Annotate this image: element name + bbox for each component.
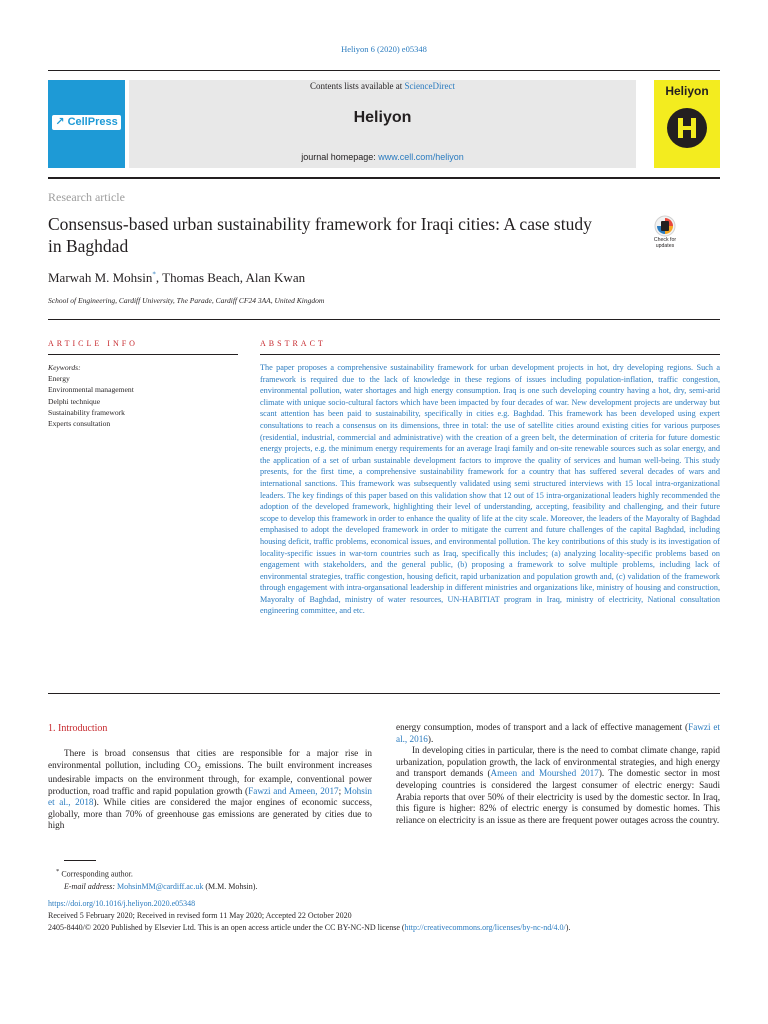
citation-separator: ;: [338, 785, 344, 796]
article-info-heading: ARTICLE INFO: [48, 339, 138, 348]
license-link[interactable]: http://creativecommons.org/licenses/by-nc-nd/4.0/: [404, 923, 566, 932]
body-column-left: [48, 748, 372, 832]
keyword: Sustainability framework: [48, 407, 125, 417]
affiliation: School of Engineering, Cardiff University, The Parade, Cardiff CF24 3AA, United Kingdom: [48, 296, 325, 305]
contents-prefix: Contents lists available at: [310, 81, 405, 91]
license-text: 2405-8440/© 2020 Published by Elsevier Ltd. This is an open access article under the CC BY-NC-ND license (: [48, 923, 405, 932]
citation-link[interactable]: Ameen and Mourshed 2017: [490, 768, 599, 779]
corresponding-author-note: [48, 866, 257, 881]
divider: [48, 177, 720, 179]
keywords-label: Keywords:: [48, 363, 81, 372]
check-for-updates-label: Check for updates: [653, 237, 677, 249]
footnotes: [48, 866, 257, 893]
article-dates: Received 5 February 2020; Received in revised form 11 May 2020; Accepted 22 October 2020: [48, 911, 352, 920]
body-paragraph: [396, 745, 720, 826]
cover-h-logo: [667, 108, 707, 148]
journal-name: Heliyon: [353, 109, 412, 126]
journal-homepage-link[interactable]: www.cell.com/heliyon: [378, 152, 464, 162]
license-line: [48, 922, 728, 934]
footnote-divider: [64, 860, 96, 861]
citation-link[interactable]: Fawzi et al., 2016: [396, 722, 720, 744]
homepage-line: [129, 152, 636, 162]
abstract-text: The paper proposes a comprehensive sustainability framework for urban development projects in hot, dry developing regions. Such a framework is required due to the lack of knowledge in these regions of issues including population-inflation, traffic congestion, environmental pollution, water shortages and high energy consumption. Iraq is one such developing country having a hot, dry, semi-arid climate with unique socio-cultural factors which have been impacted by four decades of war. New development projects are underway but scant attention has been paid to sustainability, specifically in cities e.g. Baghdad. This framework has been developed using expert consultations to reach a consensus on its dimensions, three in total: the use of satellite cities around existing cities for various purposes (residential, industrial, commercial and administrative) with the creation of a green belt, the determination of criteria for future domestic energy projects, e.g. the minimum energy requirements for an average Iraqi family and on-site renewable sources such as solar energy, and the application of a set of urban sustainable development factors to improve the quality of services and human well-being. This study presents, for the first time, a comprehensive sustainability framework for a country that has suffered several decades of wars and international sanctions. This framework was subsequently validated using semi structured interviews with 15 local intra-organizational leaders. The key findings of this paper based on this validation show that 12 out of 15 intra-organizational leaders highly recommended the adoption of the developed framework, highlighting their level of understanding, accepting, feasibility and challenging, and their future scope to develop this framework in order to enhance the quality of life at the city scale. Moreover, the leaders of the Mayoralty of Baghdad emphasised to adopt the developed framework in order to mitigate the current and future challenges of the capital Baghdad, including housing deficit, traffic problems, economical issues, and environmental pollution. The key contributions of this study is its investigation of locality-specific issues in war-torn countries such as Iraq, specifically this includes; (a) analyzing locality-specific problems based on engagement with stakeholders, and the general public, (b) proposing a framework to solve multiple problems, including lack of environmental strategies, traffic congestion, housing deficit, rapid urbanization and population growth and, (c) validation of the framework through engagement with intra-organsational leadership in different ministries and organizations like, ministry of housing and construction, Mayoralty of Baghdad, ministry of water resources, UN-HABITIAT program in Iraq, ministry of electricity, National consultation engineering committee, and etc.: [260, 363, 720, 616]
body-column-right: [396, 722, 720, 826]
keyword: Environmental management: [48, 385, 134, 395]
license-suffix: ).: [565, 923, 571, 932]
body-text: energy consumption, modes of transport and a lack of effective management (: [396, 722, 689, 732]
body-text: ). While cities are considered the major engines of economic success, globally, more than 70% of greenhouse gas emissions are generated by cities due to high: [48, 797, 372, 831]
body-paragraph: [48, 748, 372, 832]
body-text: emissions. The built environment increases undesirable impacts on the environment through, for example, conventional power production, road traffic and rapid population growth (: [48, 759, 372, 796]
keyword: Energy: [48, 374, 70, 384]
divider: [48, 693, 720, 694]
link-icon: ↗: [55, 116, 65, 128]
article-title: Consensus-based urban sustainability framework for Iraqi cities: A case study in Baghdad: [48, 214, 592, 256]
cellpress-logo: [52, 115, 121, 130]
email-label: E-mail address:: [64, 881, 118, 891]
footnote-text: Corresponding author.: [61, 869, 133, 879]
abstract-heading: ABSTRACT: [260, 339, 326, 348]
body-text: ).: [427, 733, 434, 744]
body-text: In developing cities in particular, there is the need to combat climate change, rapid urbanization, population growth, the lack of environmental strategies, and high energy and transport demands (: [396, 745, 720, 779]
author-name: Marwah M. Mohsin: [48, 270, 153, 285]
homepage-prefix: journal homepage:: [301, 152, 379, 162]
section-title: 1. Introduction: [48, 723, 108, 734]
subscript: 2: [196, 763, 201, 773]
running-head[interactable]: Heliyon 6 (2020) e05348: [341, 44, 427, 54]
author-names: , Thomas Beach, Alan Kwan: [155, 270, 306, 285]
citation-link[interactable]: Mohsin et al., 2018: [48, 785, 372, 808]
article-type: Research article: [48, 190, 125, 204]
body-text: ). The domestic sector in most developing countries is considered the largest consumer of electric energy: Saudi Arabia reports that over 50% of their electricity is used by the domestic sector. In Iraq, this figure is higher: 82% of electric energy is consumed by domestic homes. This reliance on electricity is an issue as there are frequent power outages across the country.: [396, 768, 720, 825]
citation-link[interactable]: Fawzi and Ameen, 2017: [248, 785, 339, 796]
divider: [48, 354, 238, 355]
email-link[interactable]: MohsinMM@cardiff.ac.uk: [117, 881, 204, 891]
keyword: Experts consultation: [48, 419, 111, 429]
keywords-block: [48, 362, 134, 429]
article-footer: [48, 898, 728, 934]
keyword: Delphi technique: [48, 396, 101, 406]
cover-title: Heliyon: [665, 84, 709, 98]
doi-link[interactable]: https://doi.org/10.1016/j.heliyon.2020.e05348: [48, 899, 196, 908]
body-text: There is broad consensus that cities are responsible for a major rise in environmental pollution, including CO: [48, 748, 372, 770]
divider: [48, 70, 720, 71]
author-list: [48, 270, 305, 286]
h-letter-icon: [667, 108, 707, 148]
divider: [48, 319, 720, 320]
contents-line: [129, 81, 636, 91]
email-suffix: (M.M. Mohsin).: [203, 881, 258, 891]
cellpress-logo-text: CellPress: [67, 116, 118, 128]
sciencedirect-link[interactable]: ScienceDirect: [404, 81, 455, 91]
check-for-updates-button[interactable]: [644, 213, 686, 255]
email-note: [48, 881, 257, 893]
corresponding-author-marker[interactable]: *: [152, 270, 156, 279]
body-paragraph: [396, 722, 720, 745]
footnote-marker: *: [56, 868, 60, 875]
divider: [260, 354, 720, 355]
